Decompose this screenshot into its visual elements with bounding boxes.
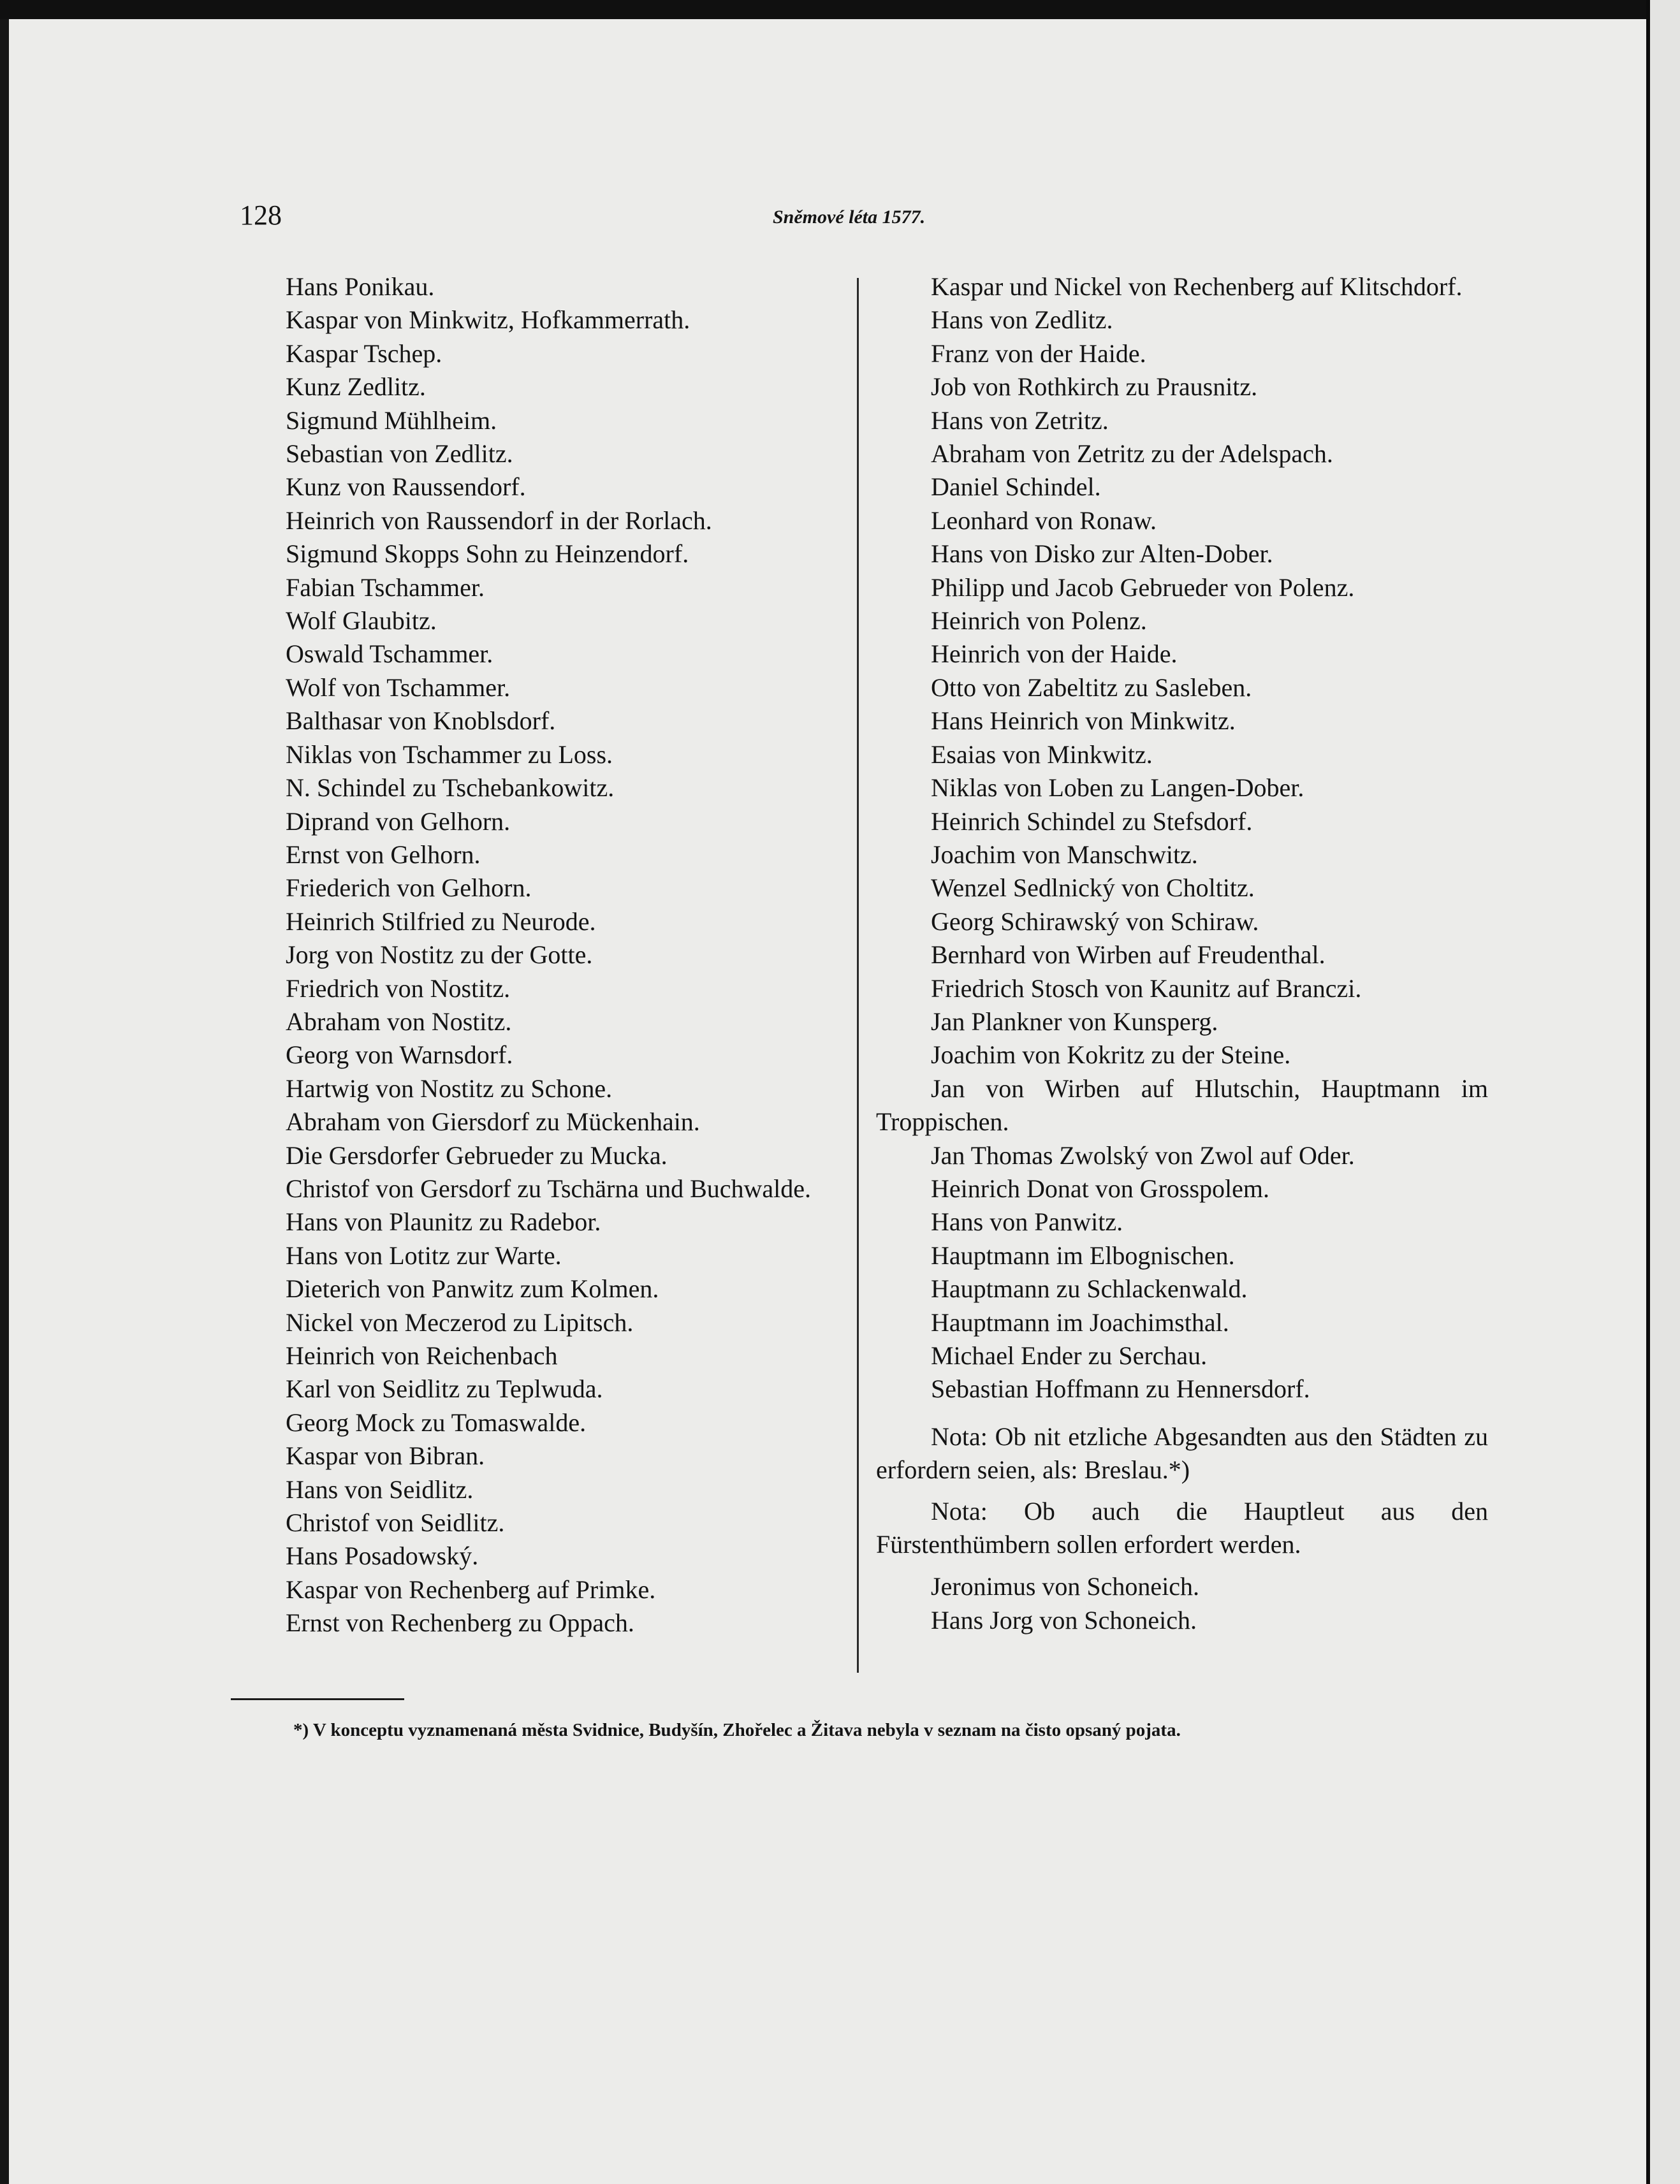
name-entry: Jeronimus von Schoneich. [931, 1572, 1200, 1601]
name-entry: Friedrich von Nostitz. [286, 973, 511, 1003]
footnote-rule [231, 1698, 404, 1700]
name-entry: Georg Schirawský von Schiraw. [931, 906, 1259, 936]
name-entry: N. Schindel zu Tschebankowitz. [286, 773, 615, 803]
name-entry: Wenzel Sedlnický von Choltitz. [931, 873, 1255, 903]
name-entry: Hans von Plaunitz zu Radebor. [286, 1207, 601, 1237]
name-entry: Diprand von Gelhorn. [286, 806, 511, 836]
name-entry: Niklas von Tschammer zu Loss. [286, 739, 613, 769]
name-entry: Hans von Zedlitz. [931, 305, 1113, 335]
name-entry: Hans Ponikau. [286, 272, 435, 301]
name-entry: Joachim von Kokritz zu der Steine. [931, 1040, 1291, 1070]
name-entry: Jan von Wirben auf Hlutschin, Hauptmann im Troppischen. [876, 1074, 1488, 1137]
name-entry: Job von Rothkirch zu Prausnitz. [931, 372, 1258, 402]
next-page-edge [1646, 0, 1680, 2184]
name-entry: Hans von Panwitz. [931, 1207, 1123, 1237]
name-entry: Heinrich Stilfried zu Neurode. [286, 906, 596, 936]
name-entry: Daniel Schindel. [931, 472, 1101, 502]
name-entry: Otto von Zabeltitz zu Sasleben. [931, 673, 1252, 702]
name-entry: Nickel von Meczerod zu Lipitsch. [286, 1307, 634, 1337]
name-entry: Georg von Warnsdorf. [286, 1040, 513, 1070]
name-entry: Jorg von Nostitz zu der Gotte. [286, 940, 593, 970]
left-column [231, 270, 824, 1640]
name-entry: Jan Thomas Zwolský von Zwol auf Oder. [931, 1140, 1355, 1170]
name-entry: Kaspar von Bibran. [286, 1441, 485, 1471]
scan-top-border [0, 0, 1646, 19]
name-entry: Joachim von Manschwitz. [931, 840, 1198, 869]
name-entry: Balthasar von Knoblsdorf. [286, 706, 556, 736]
name-entry: Christof von Seidlitz. [286, 1508, 505, 1538]
name-entry: Kaspar Tschep. [286, 339, 442, 368]
name-entry: Franz von der Haide. [931, 339, 1146, 368]
name-entry: Sigmund Mühlheim. [286, 405, 497, 435]
name-entry: Sebastian Hoffmann zu Hennersdorf. [931, 1374, 1310, 1404]
name-entry: Heinrich Donat von Grosspolem. [931, 1174, 1270, 1203]
name-entry: Hans Jorg von Schoneich. [931, 1605, 1197, 1634]
name-entry: Ernst von Gelhorn. [286, 840, 481, 869]
name-entry: Sigmund Skopps Sohn zu Heinzendorf. [286, 539, 689, 569]
name-entry: Kaspar von Minkwitz, Hofkammerrath. [286, 305, 690, 335]
name-entry: Abraham von Giersdorf zu Mückenhain. [286, 1107, 700, 1137]
name-entry: Hans von Lotitz zur Warte. [286, 1241, 562, 1270]
name-entry: Abraham von Zetritz zu der Adelspach. [931, 439, 1333, 469]
nota-paragraph: Nota: Ob nit etzliche Abgesandten aus den Städten zu erfordern seien, als: Breslau.*) [876, 1422, 1488, 1485]
name-entry: Christof von Gersdorf zu Tschärna und Buchwalde. [286, 1174, 812, 1203]
name-entry: Heinrich von Polenz. [931, 606, 1147, 636]
nota-paragraph: Nota: Ob auch die Hauptleut aus den Fürstenthümbern sollen erfordert werden. [876, 1496, 1488, 1559]
name-entry: Hans Posadowský. [286, 1541, 479, 1571]
name-entry: Dieterich von Panwitz zum Kolmen. [286, 1274, 659, 1304]
name-entry: Heinrich Schindel zu Stefsdorf. [931, 806, 1253, 836]
name-entry: Heinrich von der Haide. [931, 639, 1178, 669]
name-entry: Ernst von Rechenberg zu Oppach. [286, 1608, 634, 1638]
name-entry: Kunz von Raussendorf. [286, 472, 526, 502]
name-entry: Esaias von Minkwitz. [931, 739, 1153, 769]
name-entry: Hans von Disko zur Alten-Dober. [931, 539, 1273, 569]
column-divider [857, 278, 859, 1673]
name-entry: Kaspar und Nickel von Rechenberg auf Klitschdorf. [931, 272, 1463, 301]
name-entry: Friedrich Stosch von Kaunitz auf Branczi. [931, 973, 1362, 1003]
name-entry: Karl von Seidlitz zu Teplwuda. [286, 1374, 603, 1404]
name-entry: Abraham von Nostitz. [286, 1007, 512, 1036]
name-entry: Hauptmann zu Schlackenwald. [931, 1274, 1248, 1304]
footnote: *) V konceptu vyznamenaná města Svidnice, Budyšín, Zhořelec a Žitava nebyla v seznam na čisto opsaný pojata. [293, 1720, 1181, 1740]
right-column [876, 270, 1488, 1637]
name-entry: Hans von Seidlitz. [286, 1474, 474, 1504]
name-entry: Hans Heinrich von Minkwitz. [931, 706, 1236, 736]
name-entry: Wolf Glaubitz. [286, 606, 437, 636]
name-entry: Sebastian von Zedlitz. [286, 439, 513, 469]
name-entry: Die Gersdorfer Gebrueder zu Mucka. [286, 1140, 668, 1170]
name-entry: Friederich von Gelhorn. [286, 873, 532, 903]
name-entry: Fabian Tschammer. [286, 572, 485, 602]
name-entry: Oswald Tschammer. [286, 639, 493, 669]
name-entry: Hans von Zetritz. [931, 405, 1109, 435]
name-entry: Kunz Zedlitz. [286, 372, 426, 402]
name-entry: Wolf von Tschammer. [286, 673, 511, 702]
name-entry: Michael Ender zu Serchau. [931, 1341, 1208, 1370]
name-entry: Niklas von Loben zu Langen-Dober. [931, 773, 1304, 803]
name-entry: Kaspar von Rechenberg auf Primke. [286, 1575, 656, 1604]
name-entry: Hauptmann im Elbognischen. [931, 1241, 1235, 1270]
name-entry: Leonhard von Ronaw. [931, 506, 1157, 535]
name-entry: Georg Mock zu Tomaswalde. [286, 1408, 587, 1437]
name-entry: Hauptmann im Joachimsthal. [931, 1307, 1229, 1337]
running-head: Sněmové léta 1577. [773, 207, 926, 228]
name-entry: Heinrich von Raussendorf in der Rorlach. [286, 506, 712, 535]
name-entry: Jan Plankner von Kunsperg. [931, 1007, 1218, 1036]
name-entry: Philipp und Jacob Gebrueder von Polenz. [931, 572, 1355, 602]
name-entry: Heinrich von Reichenbach [286, 1341, 558, 1370]
page-number: 128 [240, 200, 282, 231]
name-entry: Hartwig von Nostitz zu Schone. [286, 1074, 613, 1103]
name-entry: Bernhard von Wirben auf Freudenthal. [931, 940, 1326, 970]
